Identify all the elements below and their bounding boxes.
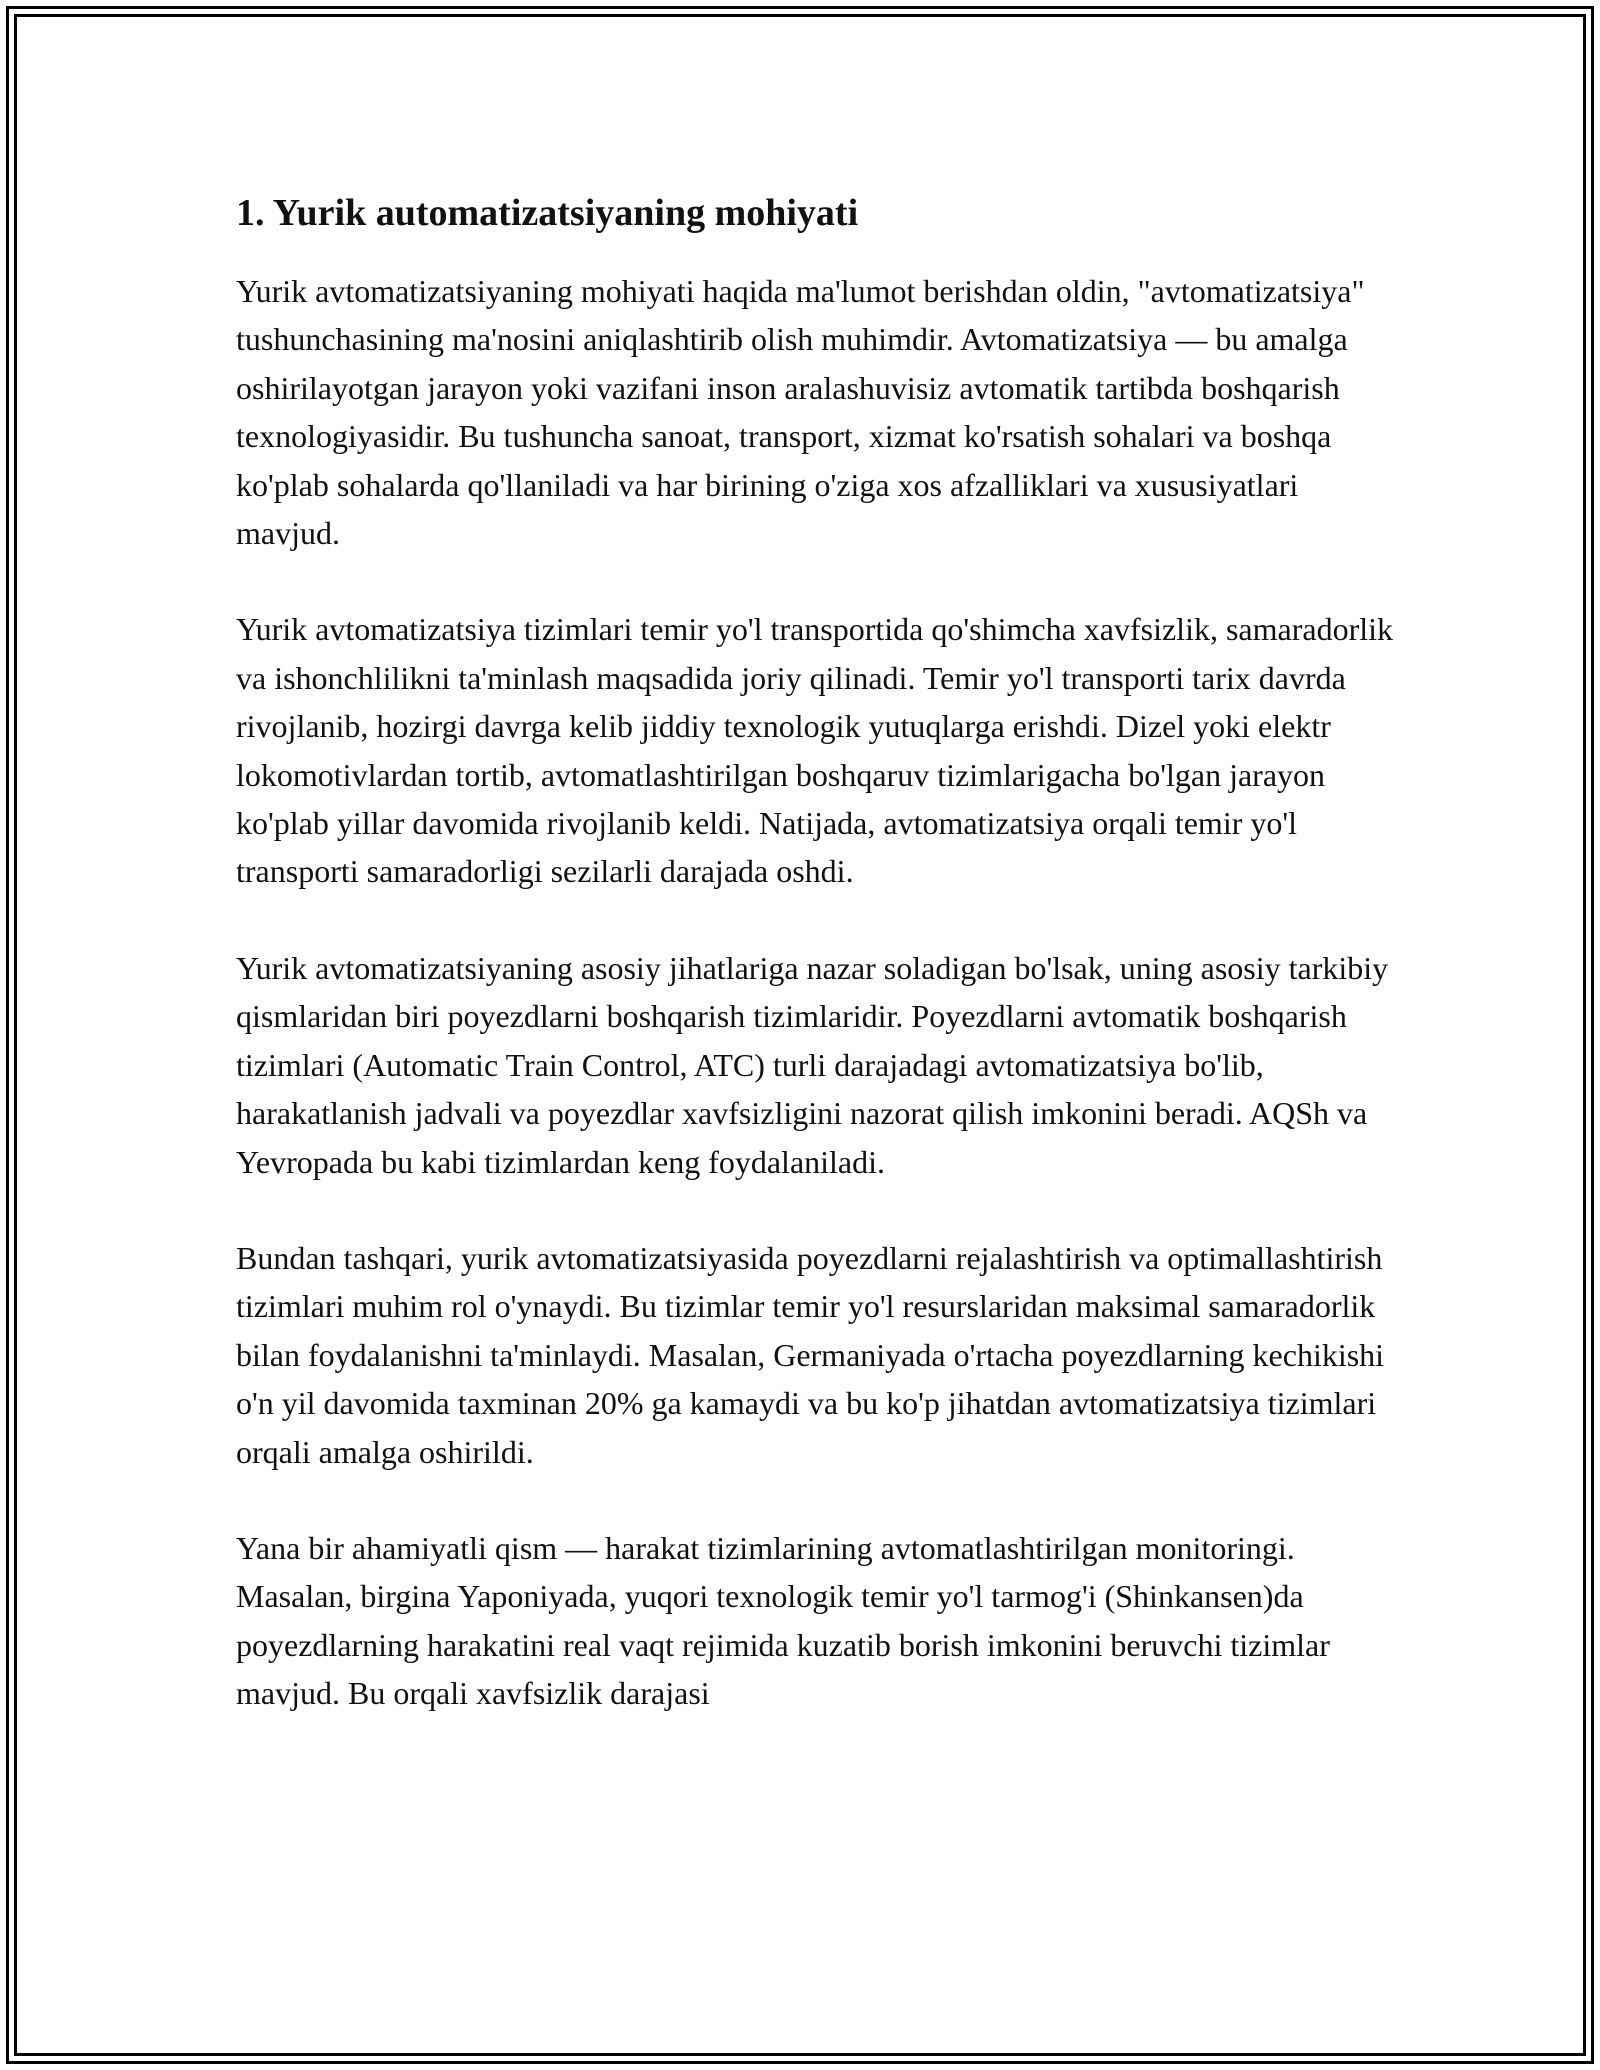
section-heading: 1. Yurik automatizatsiyaning mohiyati (236, 192, 859, 234)
paragraph-1: Yurik avtomatizatsiyaning mohiyati haqida ma'lumot berishdan oldin, "avtomatizatsiya" tushunchasining ma'nosini aniqlashtirib olish muhimdir. Avtomatizatsiya — bu amalga oshirilayotgan jarayon yoki vazifani inson aralashuvisiz avtomatik tartibda boshqarish texnologiyasidir. Bu tushuncha sanoat, transport, xizmat ko'rsatish sohalari va boshqa ko'plab sohalarda qo'llaniladi va har birining o'ziga xos afzalliklari va xususiyatlari mavjud. (236, 273, 1365, 552)
paragraph-5: Yana bir ahamiyatli qism — harakat tizimlarining avtomatlashtirilgan monitoringi. Masalan, birgina Yaponiyada, yuqori texnologik temir yo'l tarmog'i (Shinkansen)da poyezdlarning harakatini real vaqt rejimida kuzatib borish imkonini beruvchi tizimlar mavjud. Bu orqali xavfsizlik darajasi (236, 1529, 1330, 1712)
paragraph-3: Yurik avtomatizatsiyaning asosiy jihatlariga nazar soladigan bo'lsak, uning asosiy tarkibiy qismlaridan biri poyezdlarni boshqarish tizimlaridir. Poyezdlarni avtomatik boshqarish tizimlari (Automatic Train Control, ATC) turli darajadagi avtomatizatsiya bo'lib, harakatlanish jadvali va poyezdlar xavfsizligini nazorat qilish imkonini beradi. AQSh va Yevropada bu kabi tizimlardan keng foydalaniladi. (236, 949, 1389, 1180)
paragraph-2: Yurik avtomatizatsiya tizimlari temir yo'l transportida qo'shimcha xavfsizlik, samaradorlik va ishonchlilikni ta'minlash maqsadida joriy qilinadi. Temir yo'l transporti tarix davrda rivojlanib, hozirgi davrga kelib jiddiy texnologik yutuqlarga erishdi. Dizel yoki elektr lokomotivlardan tortib, avtomatlashtirilgan boshqaruv tizimlarigacha bo'lgan jarayon ko'plab yillar davomida rivojlanib keldi. Natijada, avtomatizatsiya orqali temir yo'l transporti samaradorligi sezilarli darajada oshdi. (236, 611, 1393, 890)
document-body (236, 185, 1406, 1718)
paragraph-4: Bundan tashqari, yurik avtomatizatsiyasida poyezdlarni rejalashtirish va optimallashtirish tizimlari muhim rol o'ynaydi. Bu tizimlar temir yo'l resurslaridan maksimal samaradorlik bilan foydalanishni ta'minlaydi. Masalan, Germaniyada o'rtacha poyezdlarning kechikishi o'n yil davomida taxminan 20% ga kamaydi va bu ko'p jihatdan avtomatizatsiya tizimlari orqali amalga oshirildi. (236, 1239, 1385, 1470)
